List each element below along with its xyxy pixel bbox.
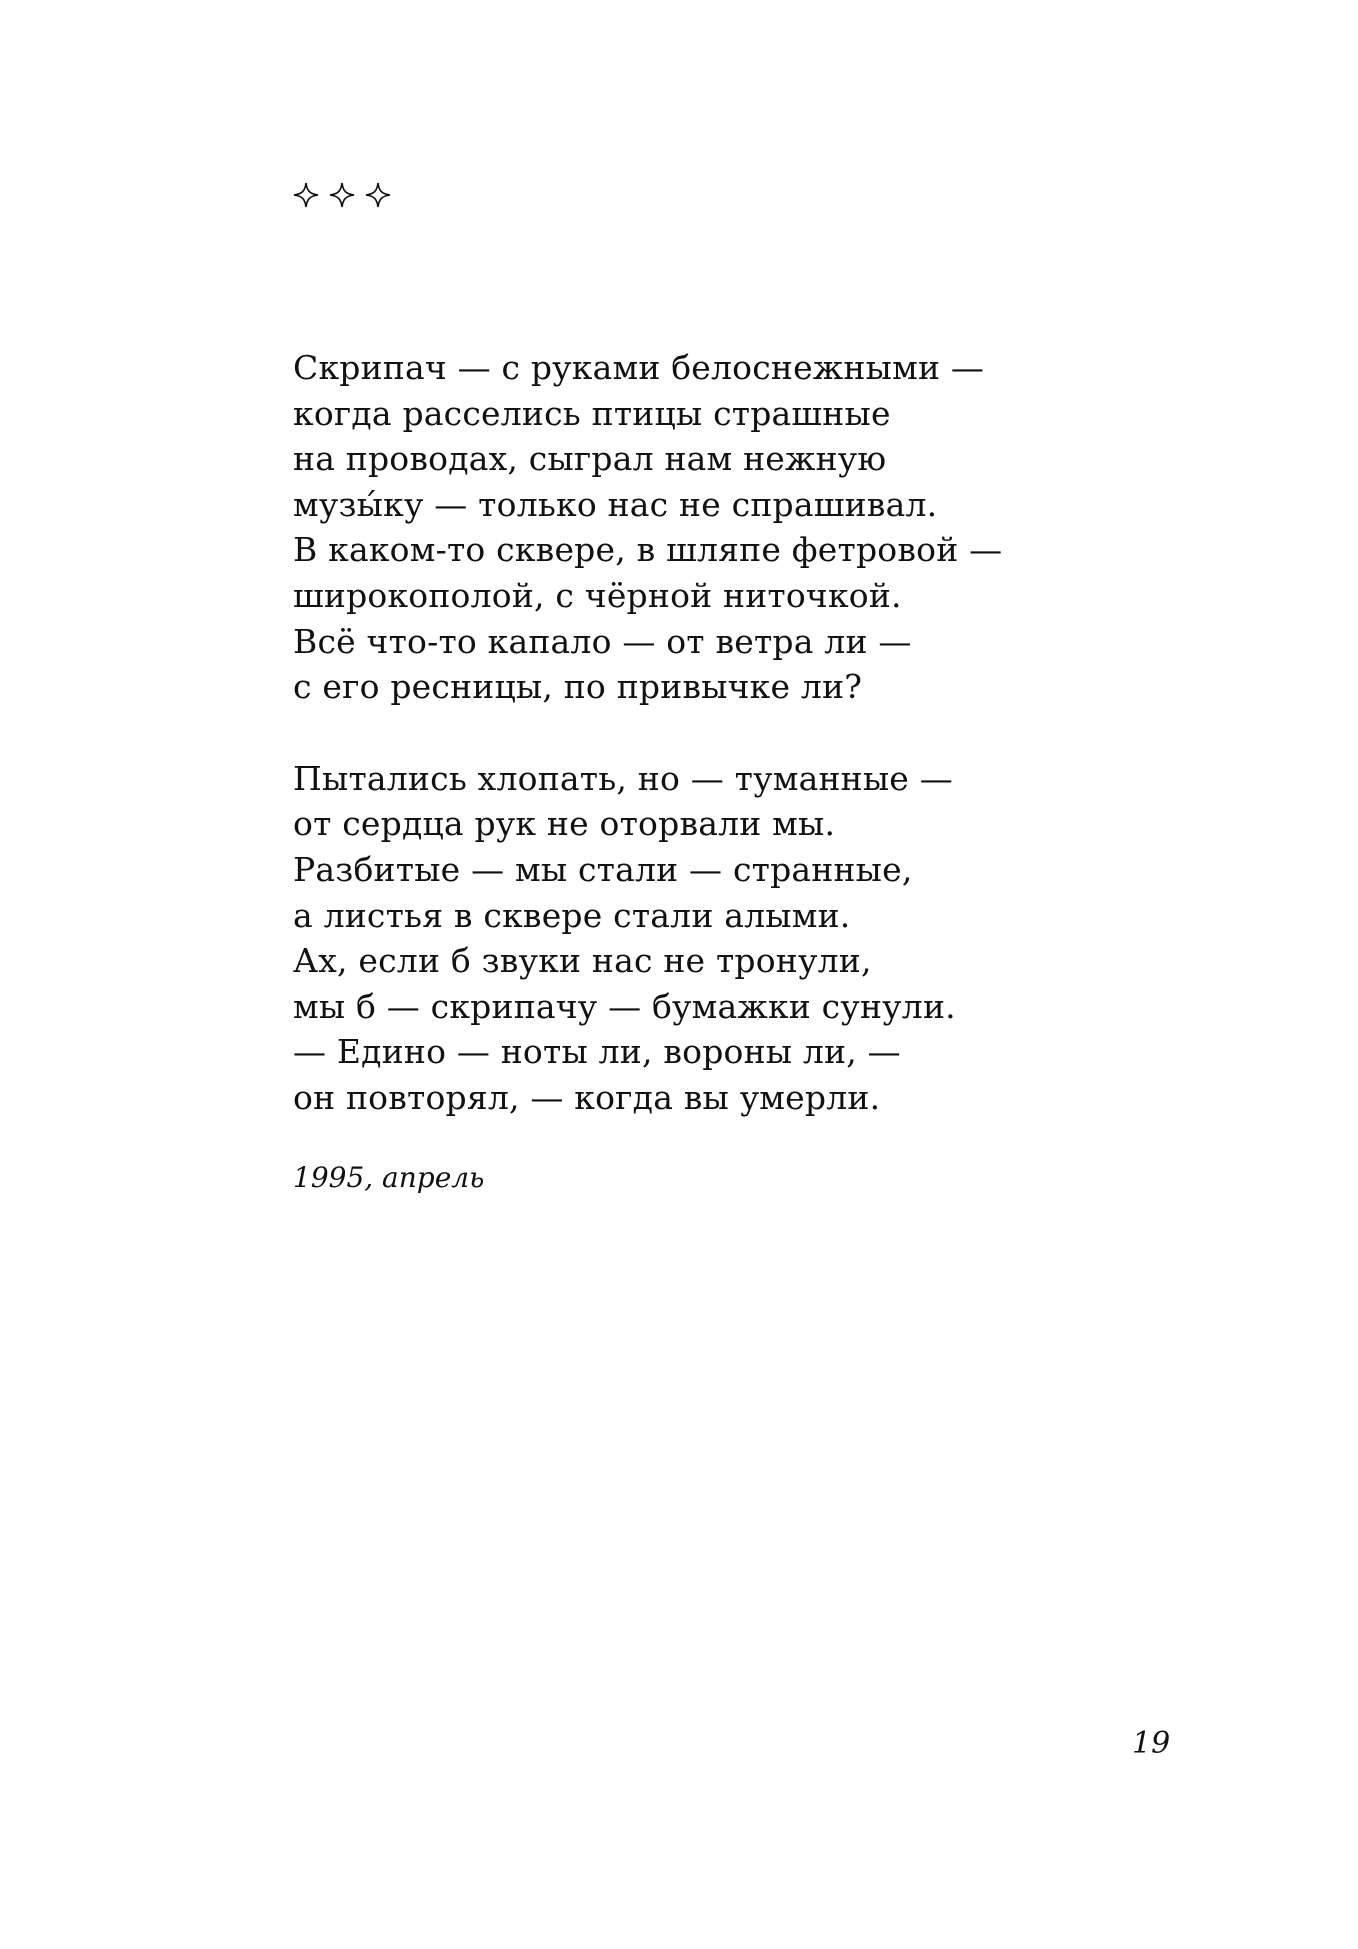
poem-line: он повторял, — когда вы умерли.: [293, 1077, 881, 1117]
four-point-star-icon: [329, 172, 355, 218]
poem-line: Пытались хлопать, но — туманные —: [293, 758, 953, 798]
poem-line: Всё что-то капало — от ветра ли —: [293, 621, 912, 661]
poem-line: когда расселись птицы страшные: [293, 393, 891, 433]
poem-line: Скрипач — с руками белоснежными —: [293, 348, 985, 387]
poem-line: с его ресницы, по привычке ли?: [293, 667, 863, 707]
poem-line: музы́ку — только нас не спрашивал.: [293, 484, 938, 524]
poem-line: мы б — скрипачу — бумажки сунули.: [293, 986, 956, 1026]
stanza-1: [293, 345, 1193, 710]
stanza-2: [293, 756, 1193, 1121]
poem-line: на проводах, сыграл нам нежную: [293, 439, 887, 479]
poem-line: от сердца рук не оторвали мы.: [293, 804, 836, 844]
poem-date: 1995, апрель: [293, 1161, 485, 1194]
poem-line: Разбитые — мы стали — странные,: [293, 849, 913, 889]
poem-line: — Едино — ноты ли, вороны ли, —: [293, 1032, 901, 1072]
poem: [293, 345, 1193, 1121]
poem-line: В каком-то сквере, в шляпе фетровой —: [293, 530, 1003, 570]
section-ornament: [293, 172, 391, 218]
poem-line: широкополой, с чёрной ниточкой.: [293, 575, 902, 615]
poem-line: Ах, если б звуки нас не тронули,: [293, 941, 872, 981]
four-point-star-icon: [365, 172, 391, 218]
poem-line: а листья в сквере стали алыми.: [293, 895, 851, 935]
page-number: 19: [1132, 1726, 1171, 1761]
four-point-star-icon: [293, 172, 319, 218]
